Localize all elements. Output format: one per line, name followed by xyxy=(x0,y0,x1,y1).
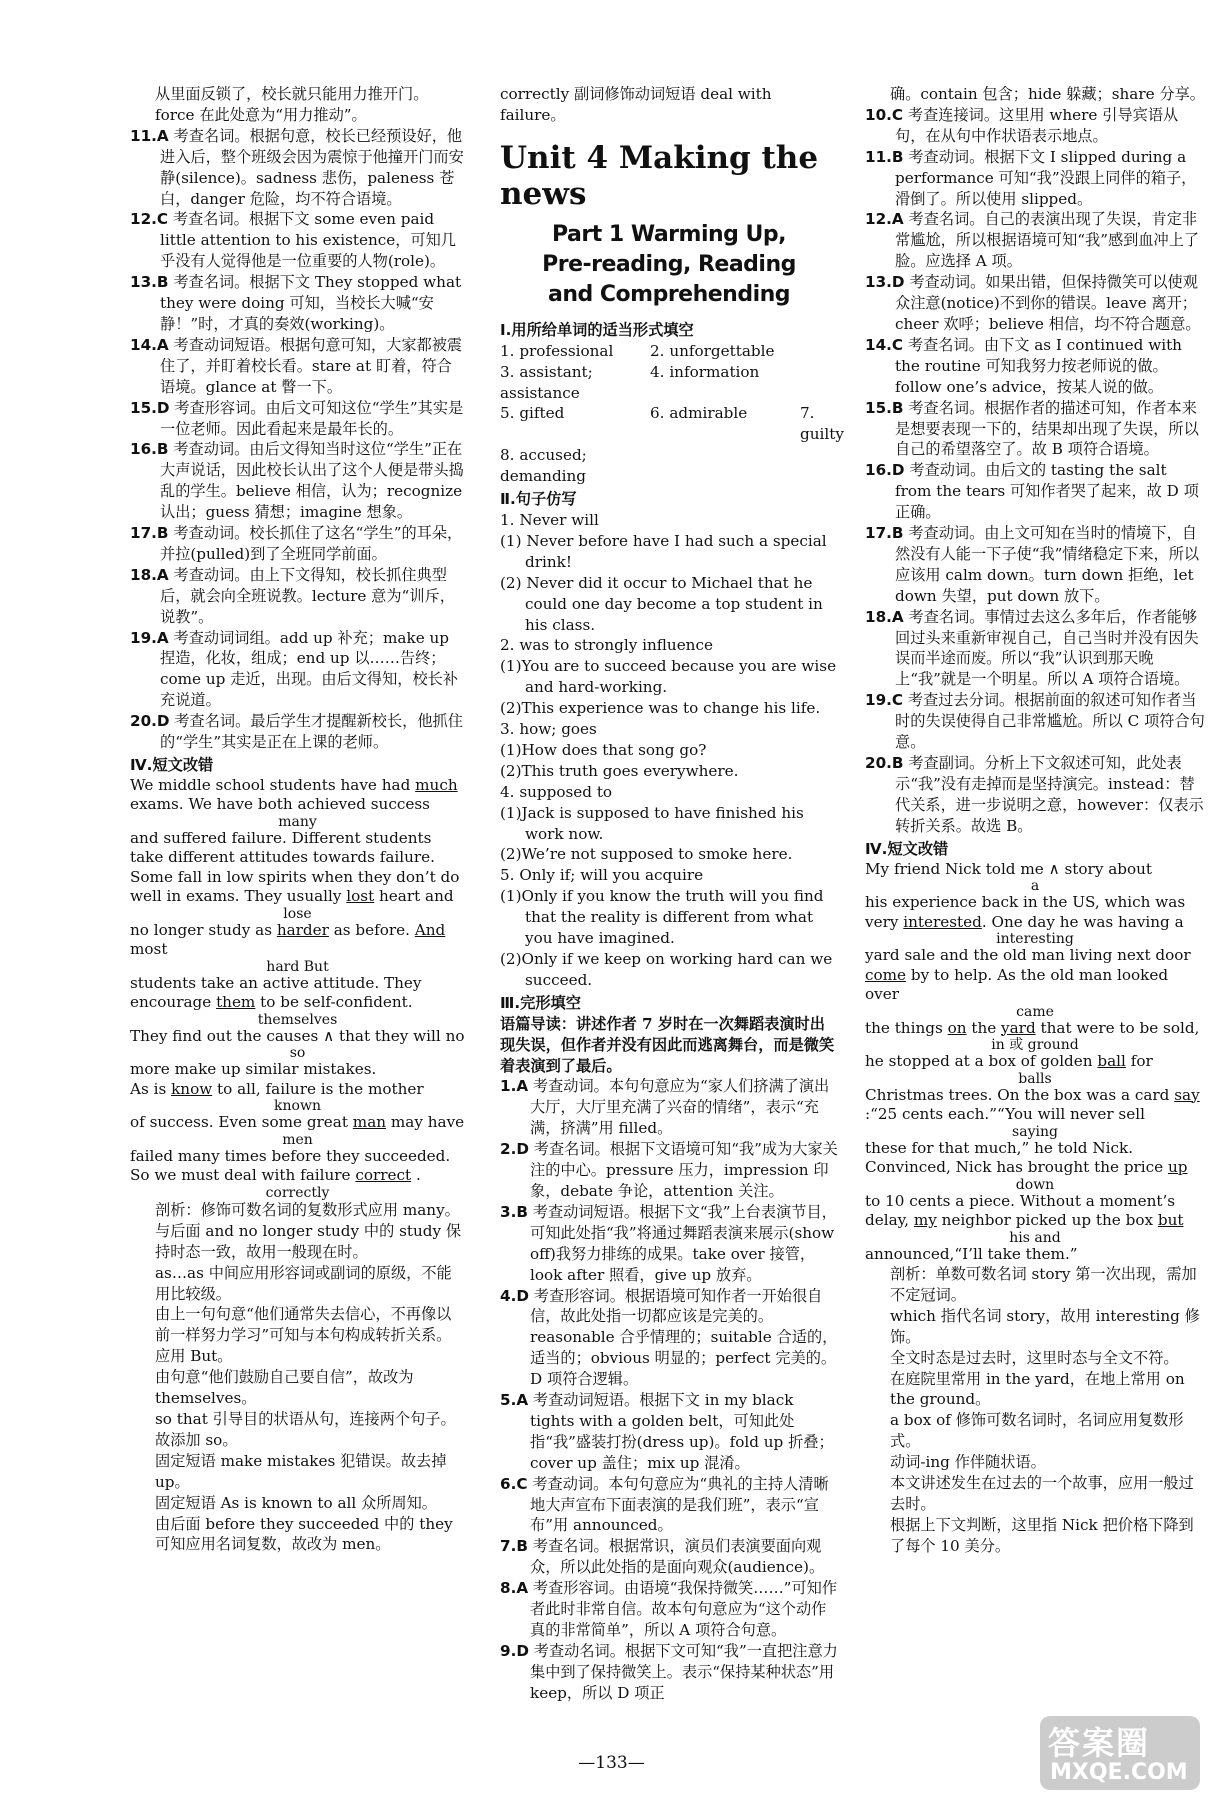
section-heading: Ⅳ.短文改错 xyxy=(130,756,214,774)
correction-text: We middle school students have had xyxy=(130,775,416,794)
correction-answer: themselves xyxy=(257,1011,338,1028)
correction-text: They find out the causes ∧ that they will no xyxy=(130,1026,465,1045)
answer-number: 17.B xyxy=(130,524,169,543)
answer-number: 7.B xyxy=(500,1537,528,1556)
word-answer: 8. accused; demanding xyxy=(500,446,587,486)
answer-explanation: 考查名词。根据下文 They stopped what they were doing 可知，当校长大喊“安静！”时，才真的奏效(working)。 xyxy=(160,273,462,333)
correction-line xyxy=(865,860,1205,880)
correction-text: more make up similar mistakes. xyxy=(130,1060,377,1079)
analysis-note: 动词-ing 作伴随状语。 xyxy=(890,1453,1046,1472)
answer-item xyxy=(130,711,465,753)
word-answer-row xyxy=(500,341,838,362)
correction-text: by to help. As the old man looked over xyxy=(865,965,1169,1004)
sentence-answer: 1. Never will xyxy=(500,510,599,529)
sentence-answer: 5. Only if; will you acquire xyxy=(500,866,704,885)
sentence-answer: (1)You are to succeed because you are wise and hard-working. xyxy=(500,657,837,697)
correction-text: that were to be sold, xyxy=(1035,1018,1200,1037)
section-heading: Ⅳ.短文改错 xyxy=(865,839,949,858)
column-middle xyxy=(500,84,844,1704)
continued-text: correctly 副词修饰动词短语 deal with failure。 xyxy=(500,85,772,124)
part-title xyxy=(500,220,838,310)
answer-explanation: 考查动词。如果出错，但保持微笑可以使观众注意(notice)不到你的错误。leave 离开；cheer 欢呼；believe 相信，均不符合题意。 xyxy=(895,273,1201,333)
analysis-note: 固定短语 As is known to all 众所周知。 xyxy=(155,1493,437,1512)
analysis-note: 与后面 and no longer study 中的 study 保持时态一致，故用一般现在时。 xyxy=(155,1221,462,1261)
answer-explanation: 考查动词。本句句意应为“典礼的主持人清晰地大声宣布下面表演的是我们班”，表示“宣布”用 announced。 xyxy=(530,1474,829,1535)
answer-item xyxy=(500,1076,838,1139)
answer-item xyxy=(500,1536,838,1578)
error-word: correct xyxy=(355,1166,412,1185)
analysis-note: as…as 中间应用形容词或副词的原级，不能用比较级。 xyxy=(155,1263,452,1303)
answer-item xyxy=(130,272,465,335)
answer-explanation: 考查动词。校长抓住了这名“学生”的耳朵，并拉(pulled)到了全班同学前面。 xyxy=(160,524,463,563)
answer-explanation: 考查名词。根据作者的描述可知，作者本来是想要表现一下的，结果却出现了失误，所以自己的希望落空了。故 B 项符合语境。 xyxy=(895,398,1199,459)
correction-text: he stopped at a box of golden xyxy=(865,1052,1098,1071)
correction-line xyxy=(865,946,1205,1005)
correction-text: his experience back in the US, which was very xyxy=(865,893,1186,931)
sentence-answer: (2)We’re not supposed to smoke here. xyxy=(500,845,793,864)
sentence-answer: (1)Jack is supposed to have finished his work now. xyxy=(500,803,804,843)
analysis-note: which 指代名词 story，故用 interesting 修饰。 xyxy=(890,1306,1200,1346)
column-right xyxy=(865,84,1205,1557)
answer-number: 17.B xyxy=(865,524,904,543)
answer-explanation: 考查动词。由后文的 tasting the salt from the tears 可知作者哭了起来，故 D 项正确。 xyxy=(895,461,1199,522)
analysis-note: so that 引导目的状语从句，连接两个句子。故添加 so。 xyxy=(155,1409,456,1449)
correction-answer: lose xyxy=(283,905,312,922)
answer-item xyxy=(130,398,465,440)
correction-text: :“25 cents each.”“You will never sell xyxy=(865,1105,1145,1124)
word-answer-row xyxy=(500,445,838,487)
correction-text: . xyxy=(411,1166,421,1185)
error-word: harder xyxy=(276,920,329,939)
error-word: much xyxy=(415,775,458,794)
answer-number: 14.C xyxy=(865,335,904,354)
analysis-note: a box of 修饰可数名词时，名词应用复数形式。 xyxy=(890,1411,1184,1451)
correction-text: to be self-confident. xyxy=(255,993,413,1012)
correction-answer: so xyxy=(289,1045,306,1062)
answer-explanation: 考查动词。根据下文 I slipped during a performance 可知“我”没跟上同伴的箱子，滑倒了。所以使用 slipped。 xyxy=(895,147,1197,208)
correction-line xyxy=(130,776,465,815)
answer-item xyxy=(865,753,1205,837)
continued-text: 确。contain 包含；hide 躲藏；share 分享。 xyxy=(890,85,1205,103)
word-answer: 1. professional xyxy=(500,341,614,360)
sentence-answer: (1)How does that song go? xyxy=(500,740,707,759)
correction-answer: interesting xyxy=(996,931,1074,948)
sentence-answer: 4. supposed to xyxy=(500,782,613,801)
error-word: ball xyxy=(1097,1052,1126,1071)
part-title-line: Pre-reading, Reading xyxy=(542,251,796,277)
correction-line xyxy=(130,1080,465,1100)
answer-item xyxy=(865,398,1205,461)
correction-answer: many xyxy=(278,813,317,830)
word-answer xyxy=(800,341,840,362)
analysis-note: 根据上下文判断，这里指 Nick 把价格下降到了每个 10 美分。 xyxy=(890,1515,1194,1555)
correction-text: Christmas trees. On the box was a card xyxy=(865,1085,1175,1104)
word-answer: 2. unforgettable xyxy=(650,341,775,360)
answer-explanation: 考查名词。根据下文 some even paid little attention to his existence，可知几乎没有人觉得他是一位重要的人物(role)。 xyxy=(160,210,456,271)
correction-line xyxy=(130,868,465,907)
correction-line xyxy=(865,893,1205,932)
answer-explanation: 考查动词短语。根据句意可知，大家都被震住了，并盯着校长看。stare at 盯着，符合语境。glance at 瞥一下。 xyxy=(160,335,463,396)
answer-explanation: 考查动名词。根据下文可知“我”一直把注意力集中到了保持微笑上。表示“保持某种状态”用 keep，所以 D 项正 xyxy=(530,1641,838,1702)
correction-text: to all, failure is the mother xyxy=(212,1079,424,1098)
analysis-note: 由上一句句意“他们通常失去信心，不再像以前一样努力学习”可知与本句构成转折关系。应用 But。 xyxy=(155,1305,452,1366)
answer-item xyxy=(500,1202,838,1286)
correction-answer: known xyxy=(274,1098,321,1115)
error-word: interested xyxy=(903,912,982,931)
error-word: come xyxy=(865,965,907,984)
correction-answer: in 或 ground xyxy=(991,1037,1079,1054)
correction-text: for xyxy=(1125,1052,1153,1071)
answer-number: 19.A xyxy=(130,628,169,647)
correction-text: no longer study as xyxy=(130,920,277,939)
correction-text: exams. We have both achieved success xyxy=(130,795,430,814)
word-answer-row xyxy=(500,403,844,445)
answer-number: 15.D xyxy=(130,398,170,417)
answer-number: 18.A xyxy=(130,565,169,584)
section-heading: Ⅰ.用所给单词的适当形式填空 xyxy=(500,320,694,339)
correction-line xyxy=(130,829,465,868)
error-word: man xyxy=(352,1113,387,1132)
answer-item xyxy=(865,147,1205,210)
correction-answer: balls xyxy=(1018,1070,1052,1087)
answer-number: 18.A xyxy=(865,607,904,626)
answer-number: 8.A xyxy=(500,1579,529,1598)
correction-text: Some fall in low spirits when they don’t do well in exams. They usually xyxy=(130,867,460,906)
answer-number: 11.B xyxy=(865,147,904,166)
answer-item xyxy=(500,1474,838,1537)
answer-explanation: 考查动词。由上下文得知，校长抓住典型后，就会向全班说教。lecture 意为“训斥，说教”。 xyxy=(160,565,455,626)
page-number: —133— xyxy=(578,1753,645,1773)
analysis-note: 全文时态是过去时，这里时态与全文不符。 xyxy=(890,1348,1179,1367)
answer-number: 19.C xyxy=(865,691,904,710)
correction-text: heart and xyxy=(374,887,454,906)
word-answer: 4. information xyxy=(650,362,760,381)
error-word: up xyxy=(1167,1158,1188,1177)
correction-answer: correctly xyxy=(265,1184,330,1201)
correction-text: the xyxy=(966,1018,1002,1037)
answer-explanation: 考查名词。根据句意，校长已经预设好，他进入后，整个班级会因为震惊于他撞开门而安静(silence)。sadness 悲伤，paleness 苍白，danger 危险，均不符合语境。 xyxy=(160,126,464,208)
unit-title: Unit 4 Making the news xyxy=(500,139,819,212)
word-answer: 6. admirable xyxy=(650,404,748,423)
correction-line xyxy=(865,1245,1205,1265)
correction-text: the things xyxy=(865,1018,948,1037)
answer-explanation: 考查形容词。由语境“我保持微笑……”可知作者此时非常自信。故本句句意应为“这个动作真的非常简单”，所以 A 项符合句意。 xyxy=(530,1579,838,1639)
correction-answer: came xyxy=(1016,1003,1054,1020)
answer-item xyxy=(865,105,1205,147)
word-answer-row xyxy=(500,362,838,404)
error-word: lost xyxy=(346,887,375,906)
answer-number: 2.D xyxy=(500,1140,529,1159)
answer-explanation: 考查过去分词。根据前面的叙述可知作者当时的失误使得自己非常尴尬。所以 C 项符合句意。 xyxy=(895,691,1205,752)
correction-answer: a xyxy=(1030,878,1040,895)
answer-item xyxy=(865,460,1205,523)
error-word: And xyxy=(414,920,446,939)
correction-text: announced,“I’ll take them.” xyxy=(865,1244,1078,1263)
answer-explanation: 考查动词。由后文得知当时这位“学生”正在大声说话，因此校长认出了这个人便是带头捣乱的学生。believe 相信，认为；recognize 认出；guess 猜想；imagine 想象。 xyxy=(160,440,464,522)
correction-line xyxy=(130,1027,465,1047)
analysis-note: 由句意“他们鼓励自己要自信”，故改为 themselves。 xyxy=(155,1368,414,1408)
answer-explanation: 考查形容词。根据语境可知作者一开始很自信，故此处指一切都应该是完美的。reasonable 合乎情理的；suitable 合适的，适当的；obvious 明显的；perfect 完美的。D 项符合逻辑。 xyxy=(530,1286,838,1389)
answer-item xyxy=(865,335,1205,398)
sentence-answer: 2. was to strongly influence xyxy=(500,636,713,655)
word-answer: 5. gifted xyxy=(500,404,565,423)
answer-explanation: 考查名词。自己的表演出现了失误，肯定非常尴尬，所以根据语境可知“我”感到血冲上了脸。应选择 A 项。 xyxy=(895,210,1200,271)
correction-line xyxy=(130,1060,465,1080)
correction-text: may have xyxy=(386,1113,465,1132)
error-word: my xyxy=(913,1211,937,1230)
answer-explanation: 考查副词。分析上下文叙述可知，此处表示“我”没有走掉而是坚持演完。instead：替代关系，进一步说明之意，however：仅表示转折关系。故选 B。 xyxy=(895,754,1204,835)
correction-line xyxy=(865,1019,1205,1039)
error-word: know xyxy=(171,1079,213,1098)
word-answer xyxy=(800,362,840,404)
answer-explanation: 考查动词词组。add up 补充；make up 捏造，化妆，组成；end up 以……告终；come up 走近，出现。由后文得知，校长补充说道。 xyxy=(160,628,459,710)
answer-number: 4.D xyxy=(500,1286,529,1305)
answer-number: 14.A xyxy=(130,335,169,354)
answer-item xyxy=(865,209,1205,272)
correction-line xyxy=(865,1052,1205,1072)
answer-number: 20.D xyxy=(130,712,170,731)
word-answer xyxy=(650,445,800,487)
answer-number: 9.D xyxy=(500,1641,529,1660)
passage-guide: 语篇导读：讲述作者 7 岁时在一次舞蹈表演时出现失误，但作者并没有因此而逃离舞台，而是微笑着表演到了最后。 xyxy=(500,1014,835,1075)
answer-item xyxy=(500,1139,838,1202)
answer-explanation: 考查名词。根据下文语境可知“我”成为大家关注的中心。pressure 压力，impression 印象，debate 争论，attention 关注。 xyxy=(530,1140,838,1200)
correction-text: failed many times before they succeeded. So we must deal with failure xyxy=(130,1146,451,1185)
answer-item xyxy=(865,690,1205,753)
correction-text: students take an active attitude. They encourage xyxy=(130,973,422,1012)
correction-text: to 10 cents a piece. Without a moment’s delay, xyxy=(865,1191,1176,1230)
answer-explanation: 考查连接词。这里用 where 引导宾语从句，在从句中作状语表示地点。 xyxy=(895,105,1179,145)
answer-number: 3.B xyxy=(500,1202,528,1221)
correction-text: as before. xyxy=(328,920,415,939)
watermark-logo xyxy=(1040,1716,1200,1790)
answer-number: 12.A xyxy=(865,210,904,229)
correction-line xyxy=(130,1113,465,1133)
answer-number: 5.A xyxy=(500,1391,529,1410)
analysis-note: 剖析：修饰可数名词的复数形式应用 many。 xyxy=(155,1200,460,1219)
answer-number: 16.D xyxy=(865,461,905,480)
correction-text: yard sale and the old man living next door xyxy=(865,946,1191,965)
correction-text: . One day he was having a xyxy=(981,912,1184,931)
correction-text: most xyxy=(130,940,168,959)
answer-explanation: 考查动词短语。根据下文 in my black tights with a golden belt，可知此处指“我”盛装打扮(dress up)。fold up 折叠；cover up 盖住；mix up 混淆。 xyxy=(530,1391,834,1472)
answer-number: 13.B xyxy=(130,273,169,292)
answer-explanation: 考查动词。由上文可知在当时的情境下，自然没有人能一下子使“我”情绪稳定下来，所以应该用 calm down。turn down 拒绝，let down 失望，put down 放下。 xyxy=(895,524,1200,605)
correction-line xyxy=(130,1147,465,1186)
answer-item xyxy=(500,1641,838,1704)
correction-line xyxy=(130,921,465,960)
correction-text: As is xyxy=(130,1079,172,1098)
sentence-answer: (2)This truth goes everywhere. xyxy=(500,761,739,780)
error-word: but xyxy=(1157,1211,1184,1230)
sentence-answer: 3. how; goes xyxy=(500,720,597,739)
correction-answer: his and xyxy=(1009,1229,1061,1246)
answer-explanation: 考查动词短语。根据下文“我”上台表演节目，可知此处指“我”将通过舞蹈表演来展示(show off)我努力排练的成果。take over 接管，look after 照看，give up 放弃。 xyxy=(530,1202,837,1284)
correction-answer: saying xyxy=(1012,1123,1058,1140)
error-word: say xyxy=(1174,1085,1200,1104)
answer-number: 15.B xyxy=(865,398,904,417)
answer-number: 6.C xyxy=(500,1474,528,1493)
answer-item xyxy=(865,607,1205,691)
correction-text: neighbor picked up the box xyxy=(936,1211,1158,1230)
watermark-text-bottom: MXQE.COM xyxy=(1050,1760,1188,1785)
sentence-answer: (2) Never did it occur to Michael that he could one day become a top student in his class. xyxy=(500,573,823,634)
correction-text: of success. Even some great xyxy=(130,1113,353,1132)
answer-item xyxy=(500,1390,838,1474)
correction-text: and suffered failure. Different students take different attitudes towards failure. xyxy=(130,828,435,867)
correction-line xyxy=(130,974,465,1013)
error-word: them xyxy=(216,993,256,1012)
answer-item xyxy=(865,272,1205,335)
analysis-note: 在庭院里常用 in the yard，在地上常用 on the ground。 xyxy=(890,1369,1185,1409)
answer-item xyxy=(130,565,465,628)
watermark-text-top: 答案圈 xyxy=(1048,1724,1151,1762)
answer-number: 11.A xyxy=(130,126,169,145)
answer-explanation: 考查名词。事情过去这么多年后，作者能够回过头来重新审视自己，自己当时并没有因失误而半途而废。所以“我”认识到那天晚上“我”就是一个明星。所以 A 项符合语境。 xyxy=(895,607,1199,689)
answer-number: 12.C xyxy=(130,210,169,229)
answer-item xyxy=(130,335,465,398)
answer-number: 10.C xyxy=(865,105,904,124)
answer-item xyxy=(500,1286,838,1391)
continued-text: 从里面反锁了，校长就只能用力推开门。force 在此处意为“用力推动”。 xyxy=(155,85,429,124)
answer-explanation: 考查动词。本句句意应为“家人们挤满了演出大厅，大厅里充满了兴奋的情绪”，表示“充满，挤满”用 filled。 xyxy=(530,1077,830,1138)
answer-item xyxy=(130,209,465,272)
answer-item xyxy=(130,523,465,565)
answer-number: 16.B xyxy=(130,440,169,459)
correction-answer: hard But xyxy=(266,958,329,975)
answer-explanation: 考查名词。根据常识，演员们表演要面向观众，所以此处指的是面向观众(audience)。 xyxy=(530,1537,825,1577)
error-word: on xyxy=(947,1018,967,1037)
answer-item xyxy=(130,126,465,210)
analysis-note: 由后面 before they succeeded 中的 they 可知应用名词复数，故改为 men。 xyxy=(155,1514,453,1554)
answer-explanation: 考查名词。最后学生才提醒新校长，他抓住的“学生”其实是正在上课的老师。 xyxy=(160,712,463,752)
correction-answer: men xyxy=(282,1131,313,1148)
analysis-note: 剖析：单数可数名词 story 第一次出现，需加不定冠词。 xyxy=(890,1265,1197,1304)
sentence-answer: (2)Only if we keep on working hard can we succeed. xyxy=(500,950,833,989)
answer-item xyxy=(865,523,1205,607)
word-answer xyxy=(800,445,840,487)
sentence-answer: (2)This experience was to change his life. xyxy=(500,699,821,718)
correction-line xyxy=(865,1192,1205,1231)
correction-line xyxy=(865,1139,1205,1178)
correction-line xyxy=(865,1086,1205,1125)
sentence-answer: (1) Never before have I had such a special drink! xyxy=(500,531,827,571)
error-word: yard xyxy=(1001,1018,1036,1037)
answer-item xyxy=(130,439,465,523)
word-answer: 7. guilty xyxy=(800,404,844,444)
answer-item xyxy=(500,1578,838,1641)
answer-item xyxy=(130,628,465,712)
answer-explanation: 考查名词。由下文 as I continued with the routine 可知我努力按老师说的做。follow one’s advice，按某人说的做。 xyxy=(895,335,1182,396)
analysis-note: 本文讲述发生在过去的一个故事，应用一般过去时。 xyxy=(890,1474,1194,1513)
correction-text: My friend Nick told me ∧ story about xyxy=(865,859,1153,878)
analysis-note: 固定短语 make mistakes 犯错误。故去掉 up。 xyxy=(155,1451,447,1491)
answer-number: 1.A xyxy=(500,1077,529,1096)
part-title-line: Part 1 Warming Up, xyxy=(551,221,787,247)
column-left xyxy=(130,84,465,1555)
answer-number: 13.D xyxy=(865,273,905,292)
part-title-line: and Comprehending xyxy=(547,281,791,307)
answer-number: 20.B xyxy=(865,754,904,772)
section-heading: Ⅲ.完形填空 xyxy=(500,993,581,1012)
word-answer: 3. assistant; assistance xyxy=(500,362,593,402)
answer-explanation: 考查形容词。由后文可知这位“学生”其实是一位老师。因此看起来是最年长的。 xyxy=(160,398,464,438)
sentence-answer: (1)Only if you know the truth will you find that the reality is different from what you have imagined. xyxy=(500,887,824,948)
correction-text: these for that much,” he told Nick. Convinced, Nick has brought the price xyxy=(865,1138,1168,1177)
correction-answer: down xyxy=(1015,1176,1055,1193)
section-heading: Ⅱ.句子仿写 xyxy=(500,490,577,509)
